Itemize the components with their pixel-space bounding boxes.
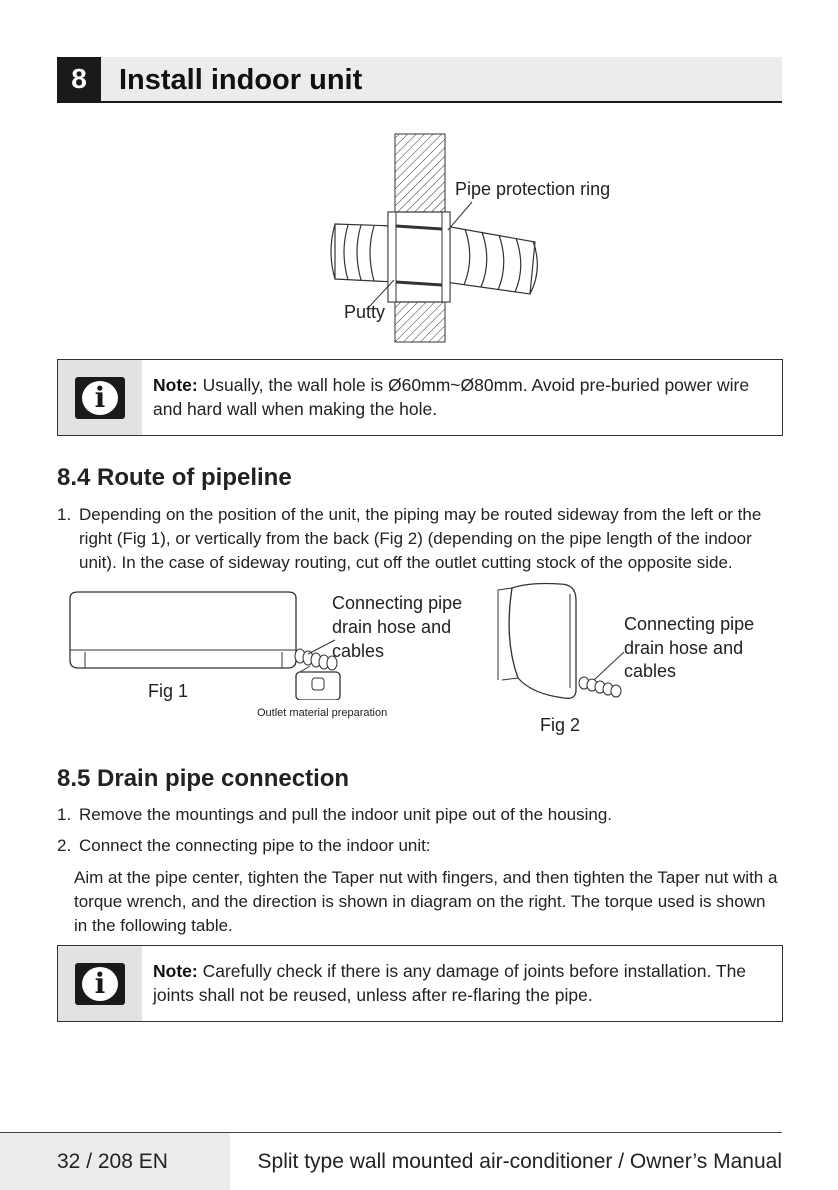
heading-drain-pipe-connection: 8.5 Drain pipe connection bbox=[57, 765, 350, 792]
drain-paragraph: Aim at the pipe center, tighten the Taper nut with fingers, and then tighten the Taper nut with a torque wrench, and the direction is shown in diagram on the right. The torque used is shown in the following table. bbox=[74, 868, 778, 935]
fig2-label: Fig 2 bbox=[540, 715, 581, 735]
route-item-text: Depending on the position of the unit, the piping may be routed sideway from the left or the right (Fig 1), or vertically from the back (Fig 2) (depending on the pipe length of the indoor unit). In the case of sideway routing, cut off the outlet cutting stock of the opposite side. bbox=[79, 505, 762, 572]
note-box-wall-hole bbox=[57, 359, 783, 436]
list-number: 2. bbox=[57, 836, 72, 855]
footer-rule bbox=[0, 1132, 782, 1133]
note-icon-column bbox=[58, 946, 142, 1021]
drain-item-2-text: Connect the connecting pipe to the indoor unit: bbox=[79, 836, 431, 855]
fig1-pipe bbox=[295, 649, 337, 670]
fig2-callout-1: Connecting pipe bbox=[624, 614, 755, 634]
section-rule bbox=[57, 101, 782, 103]
label-putty: Putty bbox=[344, 302, 386, 322]
note-text: Carefully check if there is any damage of joints before installation. The joints shall not be reused, unless after re-flaring the pipe. bbox=[153, 961, 747, 1005]
note-box-joints bbox=[57, 945, 783, 1022]
label-pipe-protection-ring: Pipe protection ring bbox=[455, 179, 611, 199]
list-number: 1. bbox=[57, 505, 72, 524]
footer-document-title: Split type wall mounted air-conditioner / Owner’s Manual bbox=[257, 1150, 782, 1173]
note-label: Note: bbox=[153, 961, 198, 981]
info-icon: i bbox=[75, 377, 125, 419]
footer-page-number: 32 / 208 EN bbox=[57, 1150, 168, 1173]
fig1-label: Fig 1 bbox=[148, 681, 189, 701]
drain-item-1-text: Remove the mountings and pull the indoor unit pipe out of the housing. bbox=[79, 805, 613, 824]
pipe-right bbox=[445, 226, 537, 294]
fig1-callout-1: Connecting pipe bbox=[332, 593, 463, 613]
section-number: 8 bbox=[57, 57, 101, 101]
list-number: 1. bbox=[57, 805, 72, 824]
fig2-callout-3: cables bbox=[624, 661, 677, 681]
section-title: Install indoor unit bbox=[119, 64, 363, 96]
fig1-indoor-unit-diagram bbox=[60, 590, 360, 700]
outlet-material-label: Outlet material preparation bbox=[257, 707, 388, 719]
heading-route-of-pipeline: 8.4 Route of pipeline bbox=[57, 464, 292, 491]
fig2-callout-2: drain hose and bbox=[624, 638, 744, 658]
info-icon: i bbox=[75, 963, 125, 1005]
pipe-left bbox=[331, 224, 395, 282]
fig2-side-view-diagram bbox=[490, 580, 630, 710]
fig1-callout-3: cables bbox=[332, 641, 385, 661]
fig1-callout-2: drain hose and bbox=[332, 617, 452, 637]
note-text: Usually, the wall hole is Ø60mm~Ø80mm. Avoid pre-buried power wire and hard wall when making the hole. bbox=[153, 375, 750, 419]
note-icon-column bbox=[58, 360, 142, 435]
note-label: Note: bbox=[153, 375, 198, 395]
fig2-pipe bbox=[579, 677, 621, 697]
